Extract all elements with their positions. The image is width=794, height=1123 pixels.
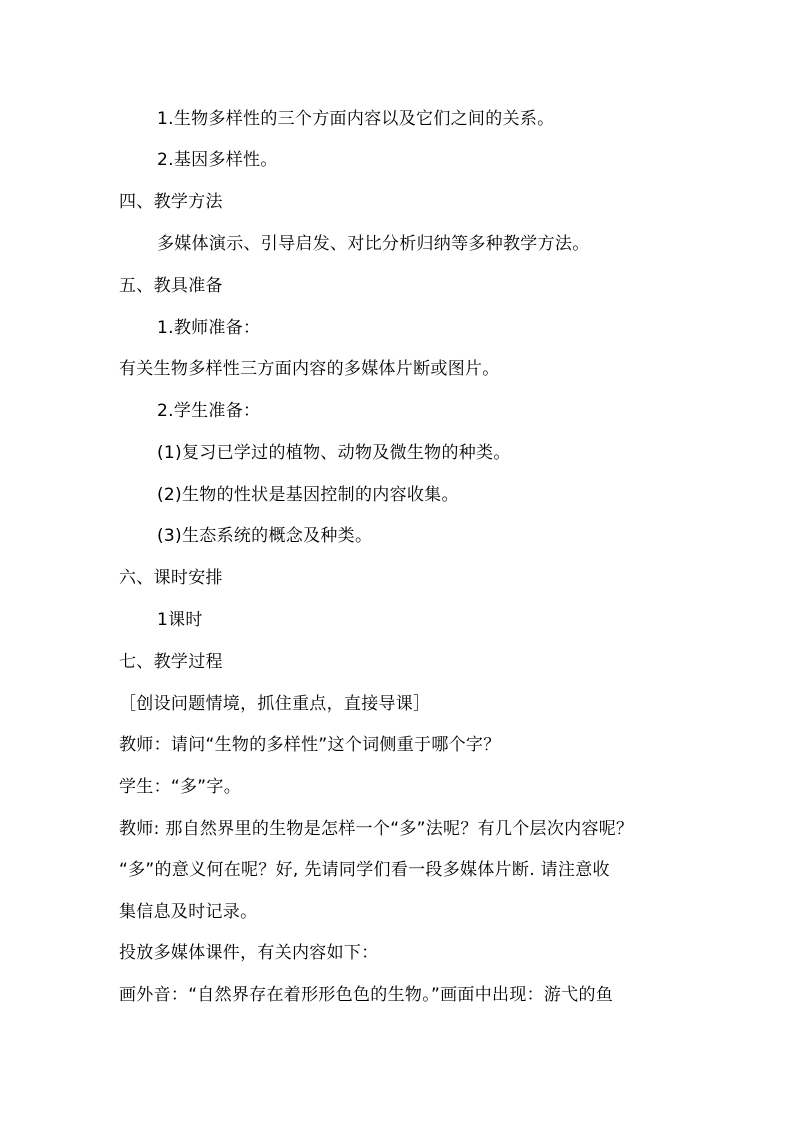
dialogue-teacher-2-line-1: 教师: 那自然界里的生物是怎样一个“多”法呢？有几个层次内容呢？ [119,819,634,839]
section-heading-teaching-process: 七、教学过程 [119,652,223,672]
teaching-methods-text: 多媒体演示、引导启发、对比分析归纳等多种教学方法。 [157,234,590,254]
process-stage-heading: ［创设问题情境，抓住重点，直接导课］ [119,694,431,714]
section-heading-schedule: 六、课时安排 [119,568,223,588]
teacher-preparation-text: 有关生物多样性三方面内容的多媒体片断或图片。 [119,359,500,379]
dialogue-teacher-1: 教师：请问“生物的多样性”这个词侧重于哪个字？ [119,735,501,755]
student-preparation-heading: 2.学生准备： [157,401,261,421]
section-heading-teaching-methods: 四、教学方法 [119,192,223,212]
teacher-preparation-heading: 1.教师准备： [157,318,261,338]
schedule-text: 1课时 [157,610,203,630]
media-intro-text: 投放多媒体课件，有关内容如下： [119,943,379,963]
voiceover-text: 画外音：“自然界存在着形形色色的生物。”画面中出现：游弋的鱼 [119,985,614,1005]
section-heading-teaching-aids: 五、教具准备 [119,276,223,296]
dialogue-teacher-2-line-3: 集信息及时记录。 [119,902,258,922]
dialogue-teacher-2-line-2: “多”的意义何在呢？好, 先请同学们看一段多媒体片断. 请注意收 [119,860,610,880]
key-point-2: 2.基因多样性。 [157,150,278,170]
dialogue-student-1: 学生：“多”字。 [119,777,242,797]
student-preparation-item-1: (1)复习已学过的植物、动物及微生物的种类。 [157,443,511,463]
key-point-1: 1.生物多样性的三个方面内容以及它们之间的关系。 [157,109,555,129]
student-preparation-item-3: (3)生态系统的概念及种类。 [157,526,373,546]
student-preparation-item-2: (2)生物的性状是基因控制的内容收集。 [157,485,459,505]
